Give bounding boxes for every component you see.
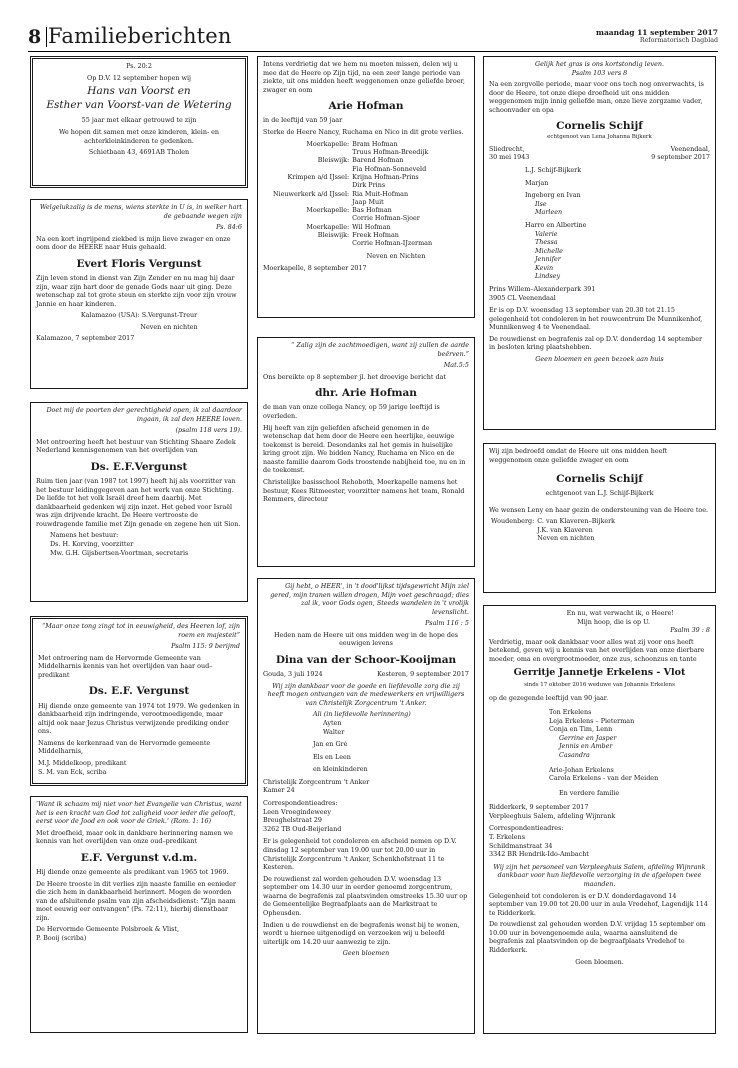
death-date: 9 september 2017: [651, 153, 710, 162]
no-flowers: Geen bloemen en geen bezoek aan huis: [535, 355, 664, 364]
address-1: Christelijk Zorgcentrum 't Anker: [263, 777, 370, 786]
intro: Op D.V. 12 september hopen wij: [86, 73, 191, 82]
family-row: [273, 223, 432, 231]
issue-date: maandag 11 september 2017: [596, 28, 718, 37]
family-row: [273, 206, 432, 214]
family-place: [273, 148, 352, 156]
intro: Ons bereikte op 8 september jl. het droevige bericht dat: [263, 372, 446, 381]
place-date: Ridderkerk, 9 september 2017: [489, 803, 589, 812]
intro: Met droefheid, maar ook in dankbare herinnering namen we kennis van het overlijden van onze oud–predikant: [36, 828, 233, 846]
family-names: Bas Hofman: [352, 206, 392, 215]
years-married: 55 jaar met elkaar getrouwd te zijn: [81, 116, 197, 125]
quote-reference: Ps. 84:6: [216, 223, 242, 232]
quote-reference: (psalm 118 vers 19).: [175, 426, 242, 435]
body-1: Er is gelegenheid tot condoleren en afscheid nemen op D.V. dinsdag 12 september van 19.00 uur tot 20.00 uur in Christelijk Zorgcentrum 't Anker, Schenkhofstraat 11 te Kesteren.: [263, 837, 457, 872]
no-flowers: Geen bloemen.: [575, 957, 624, 966]
body-2: Hij heeft van zijn geliefden afscheid genomen in de wetenschap dat hem door de Heere een heerlijke, eeuwige toekomst is bereid. Desondanks zal het gemis in huiselijke kring groot zijn. We bidden Nancy, Ruchama en Nico en de naaste familie daarom Gods troostende nabijheid toe, nu en in de toekomst.: [263, 423, 466, 475]
family-list: [273, 140, 432, 248]
family-row: [273, 140, 432, 148]
quote-reference: Psalm 39 : 8: [670, 626, 710, 635]
family-2: Ayten: [323, 719, 342, 727]
intro: Met ontroering nam de Hervormde Gemeente van Middelharnis kennis van het overlijden van haar oud–predikant: [38, 653, 213, 679]
body-1: Hij diende onze gemeente als predikant van 1965 tot 1969.: [36, 867, 229, 876]
age: in de leeftijd van 59 jaar: [263, 116, 343, 125]
birth-death: [263, 670, 469, 679]
sign-predikant: M.J. Middelkoop, predikant: [38, 759, 127, 767]
family-6: Casandra: [559, 751, 590, 760]
quote: Gelijk het gras is ons kortstondig leven.: [534, 60, 665, 68]
family-names: Bram Hofman: [352, 139, 398, 148]
intro: Intens verdrietig dat we hem nu moeten missen, delen wij u mee dat de Heere op Zijn tijd, na een zeer lange periode van ziekte, uit ons midden heeft weggenomen onze geliefde broer, zwager en oom: [263, 60, 465, 94]
intro: Met ontroering heeft het bestuur van Stichting Shaare Zedek Nederland kennisgenomen van het overlijden van: [36, 437, 236, 455]
family-place: Moerkapelle:: [306, 206, 350, 215]
family-8: Carola Erkelens - van der Meiden: [549, 774, 659, 783]
family-names: Corrie Hofman-IJzerman: [352, 239, 433, 248]
sign-intro: Namens de kerkenraad van de Hervormde gemeente Middelharnis,: [38, 738, 211, 756]
intro: Na een zorgvolle periode, maar voor ons toch nog onverwachts, is door de Heere, tot onze diepe droefheid uit ons midden weggenomen mijn innig geliefde man, onze lieve zorgzame vader, schoonvader en opa: [489, 80, 704, 114]
quote: “ Zalig zijn de zachtmoedigen, want zij zullen de aarde beërven.”: [291, 341, 469, 358]
family-1: C. van Klaveren–Bijkerk: [537, 517, 616, 526]
corr-label: Correspondentieadres:: [489, 824, 564, 833]
corr-2: Schildmanstraat 34: [489, 841, 553, 850]
sign-scriba: P. Booij (scriba): [36, 934, 87, 942]
spouse: echtgenoot van L.J. Schijf-Bijkerk: [545, 489, 654, 498]
address-2: 3905 CL Veenendaal: [489, 293, 556, 302]
family-names: Corrie Hofman-Sjoer: [352, 214, 420, 223]
deceased-name: Gerritje Jannetje Erkelens - Vlot: [513, 667, 686, 679]
family-place: [273, 198, 352, 206]
family-9: Michelle: [535, 246, 563, 255]
family-5: Marleen: [535, 208, 563, 217]
body-2: De rouwdienst en begrafenis zal op D.V. donderdag 14 september in besloten kring plaatshebben.: [489, 334, 703, 352]
header-rule: [28, 51, 718, 52]
intro: Heden nam de Heere uit ons midden weg in de hope des eeuwigen levens: [273, 630, 459, 648]
body-3: Indien u de rouwdienst en de begrafenis wenst bij te wonen, wordt u hiernee uitgenodigd en verzoeken wij u beleefd uiterlijk om 14.20 uur aanwezig te zijn.: [263, 920, 460, 946]
birth-death-dates: [489, 153, 710, 162]
family-2: Marjan: [525, 178, 549, 187]
family-row: [273, 181, 432, 189]
sign-scriba: S. M. van Eck, scriba: [38, 767, 107, 776]
death: Kesteren, 9 september 2017: [377, 670, 469, 679]
birth-death-places: [489, 145, 710, 154]
family-names: Wil Hofman: [352, 222, 391, 231]
body-1: Er is op D.V. woensdag 13 september van 20.30 tot 21.15 gelegenheid tot condoleren in het rouwcentrum De Munnikenhof, Munnikenweg 4 te Veenendaal.: [489, 306, 703, 332]
section-title: Familieberichten: [48, 24, 232, 48]
corr-label: Correspondentieadres:: [263, 799, 338, 808]
announcement-anniversary: [30, 56, 248, 188]
family-place: Bleiswijk:: [317, 156, 350, 165]
quote: “Maar onze tong zingt tot in eeuwigheid, des Heeren lof, zijn roem en majesteit”: [41, 622, 240, 639]
body-2: De rouwdienst zal worden gehouden D.V. woensdag 13 september om 14.30 uur in eerder genoemd zorgcentrum, waarna de begrafenis zal plaatsvinden omstreeks 15.30 uur op de Gemeentelijke Begraafplaats aan de Markstraat te Opheusden.: [263, 874, 468, 917]
sign-chairman: Ds. H. Korving, voorzitter: [50, 540, 134, 548]
quote: Gij hebt, o HEER', in 't dood'lijkst tijdsgewricht Mijn ziel gered, mijn tranen willen drogen, Mijn voet geschraagd; dies zal ik, voor Gods ogen, Steeds wandelen in 't vrolijk levenslicht.: [270, 582, 469, 616]
family-place: [273, 214, 352, 222]
body-2: De Heere trooste in dit verlies zijn naaste familie en eenieder die zich hem in dankbaarheid herinnert. Mogen de woorden van de afsluitende psalm van zijn afscheidsdienst: "Zijn naam moet eeuwig eer ontvangen" (Ps. 72:11), hierbij dienstbaar zijn.: [36, 879, 236, 922]
family-place: Krimpen a/d IJssel:: [287, 172, 350, 181]
death-place: Veenendaal,: [670, 144, 710, 153]
corr-1: Leen Vroegindeweey: [263, 807, 332, 816]
no-flowers: Geen bloemen: [342, 949, 390, 958]
family-9: En verdere familie: [559, 788, 620, 797]
announcement-dina-van-der-schoor: [257, 578, 475, 1034]
corr-2: Breughelstraat 29: [263, 816, 322, 825]
family-6: Harro en Albertine: [525, 220, 587, 229]
family-row: [273, 173, 432, 181]
family-7: Arie-Johan Erkelens: [549, 765, 614, 774]
family-place: [273, 165, 352, 173]
age: op de gezegende leeftijd van 90 jaar.: [489, 693, 609, 702]
verse: Ps. 20:2: [126, 62, 152, 70]
family-list: [491, 517, 615, 542]
family-2: Leja Erkelens – Pieterman: [549, 716, 635, 725]
quote-reference: Psalm 103 vers 8: [571, 68, 628, 77]
couple-name-1: Hans van Voorst en: [87, 85, 191, 98]
body-1: Gelegenheid tot condoleren is er D.V. donderdagavond 14 september van 19.00 tot 20.00 uur in aula Vredehof, Lagendijk 114 te Ridderkerk.: [489, 891, 708, 917]
page-number: 8: [28, 26, 42, 48]
deceased-name: Evert Floris Vergunst: [76, 257, 202, 270]
quote-2: Mijn hoop, die is op U.: [577, 617, 650, 626]
family-4: Jan en Gré: [313, 740, 348, 749]
family-12: Lindsey: [535, 272, 561, 281]
birth-place: Sliedrecht,: [489, 144, 525, 153]
quote-reference: Psalm 115: 9 berijmd: [171, 642, 240, 651]
quote-1: En nu, wat verwacht ik, o Heere!: [566, 609, 674, 617]
thanks: Wij zijn dankbaar voor de goede en liefdevolle zorg die zij heeft mogen ontvangen van de medewerkers en vrijwilligers van Christelijk Zorgcentrum 't Anker.: [267, 681, 465, 707]
family-6: en kleinkinderen: [313, 765, 368, 774]
family-1: L.J. Schijf-Bijkerk: [525, 166, 582, 175]
quote-reference: Mat.5:5: [443, 361, 469, 370]
family-row: [273, 156, 432, 164]
birth-date: 30 mei 1943: [489, 153, 530, 162]
family-place: Moerkapelle:: [306, 222, 350, 231]
family-place: [273, 181, 352, 189]
family: Kalamazoo (USA): S.Vergunst-Treur: [80, 311, 198, 320]
family-row: [273, 231, 432, 239]
announcement-shaare-zedek: [30, 402, 248, 602]
announcement-rehoboth: [257, 337, 475, 567]
hope-text: We hopen dit samen met onze kinderen, klein- en achterkleinkinderen te gedenken.: [58, 128, 220, 145]
place-date: Kalamazoo, 7 september 2017: [36, 334, 135, 343]
deceased-name: E.F. Vergunst v.d.m.: [80, 851, 198, 864]
couple-name-2: Esther van Voorst-van de Wetering: [46, 98, 232, 111]
family-3: Neven en nichten: [537, 534, 595, 543]
sign-church: De Hervormde Gemeente Polsbroek & Vlist,: [36, 925, 180, 934]
family-place: Nieuwerkerk a/d IJssel:: [273, 189, 350, 198]
family-row: [273, 239, 432, 247]
nephews: Neven en Nichten: [366, 251, 426, 260]
family-names: Krijna Hofman-Prins: [352, 172, 419, 181]
family-row: [273, 165, 432, 173]
home: Verpleeghuis Salem, afdeling Wijnrank: [489, 811, 616, 820]
family-1: Ton Erkelens: [549, 708, 592, 717]
body-3: Christelijke basisschool Rehoboth, Moerkapelle namens het bestuur, Kees Ritmeester, voorzitter namens het team, Ronald Remmers, directeur: [263, 478, 465, 504]
announcement-erkelens-vlot: [483, 605, 716, 1034]
family-place: [273, 239, 352, 247]
family-row: [273, 198, 432, 206]
announcement-cornelis-schijf-woudenberg: [483, 443, 716, 593]
sign-intro: Namens het bestuur:: [50, 531, 119, 540]
deceased-name: Cornelis Schijf: [556, 120, 643, 133]
body: Ruim tien jaar (van 1987 tot 1997) heeft hij als voorzitter van het bestuur leidinggegeven aan het werk van onze Stichting. De liefde tot het volk Israël dreef hem daarbij. Met dankbaarheid gedenken wij zijn inzet. Het gebed voor Israël was zijn drijvende kracht. De Heere vertrooste de rouwdragende familie met Zijn genade en zegene hen uit Sion.: [36, 476, 241, 528]
announcement-polsbroek: [30, 796, 248, 1033]
family-names: Ria Muit-Hofman: [352, 189, 409, 198]
body: Zijn leven stond in dienst van Zijn Zender en nu mag hij daar zijn, waar zijn hart door de genade Gods naar uit ging. Deze wetenschap zal tot grote steun en sterkte zijn voor zijn vrouw Jannie en haar kinderen.: [36, 273, 237, 308]
corr-1: T. Erkelens: [489, 833, 525, 842]
intro: Verdrietig, maar ook dankbaar voor alles wat zij voor ons heeft betekend, geven wij u kennis van het overlijden van onze dierbare moeder, oma en overgrootmoeder, onze zus, schoonzus en tante: [489, 637, 705, 663]
family-1: Ali (in liefdevolle herinnering): [313, 710, 411, 719]
family-names: Barend Hofman: [352, 156, 404, 165]
address-1: Prins Willem–Alexanderpark 391: [489, 284, 596, 293]
body-2: De rouwdienst zal gehouden worden D.V. vrijdag 15 september om 10.00 uur in bovengenoemde aula, waarna aansluitend de begrafenis zal plaatsvinden op de begraafplaats Vredehof te Ridderkerk.: [489, 920, 706, 954]
family-7: Valerie: [535, 229, 558, 238]
family-names: Freek Hofman: [352, 231, 399, 240]
family-11: Kevin: [535, 263, 554, 272]
family-5: Jennis en Amber: [559, 742, 613, 751]
family-place: Woudenberg:: [491, 517, 535, 526]
announcement-cornelis-schijf-family: [483, 56, 716, 430]
family-names: Jaap Muit: [352, 197, 384, 206]
announcement-arie-hofman-family: [257, 56, 475, 318]
sign-secretary: Mw. G.H. Gijsbertsen-Voortman, secretaris: [50, 548, 189, 557]
family-names: Truus Hofman-Breedijk: [352, 147, 429, 156]
quote-reference: (Rom. 1: 16): [170, 817, 212, 826]
family-4: Gerrine en Jasper: [559, 733, 617, 742]
deceased-name: Ds. E.F. Vergunst: [88, 685, 190, 698]
quote-reference: Psalm 116 : 5: [425, 619, 469, 628]
quote: Welgelukzalig is de mens, wiens sterkte in U is, in welker hart de gebaande wegen zijn: [39, 203, 242, 220]
widow: sinds 17 oktober 2016 weduwe van Johannis Erkelens: [524, 682, 675, 689]
family-5: Els en Leen: [313, 752, 351, 761]
deceased-name: dhr. Arie Hofman: [315, 387, 417, 400]
deceased-name: Cornelis Schijf: [556, 473, 643, 486]
intro: Na een kort ingrijpend ziekbed is mijn lieve zwager en onze oom door de HEERE naar Huis gehaald.: [36, 234, 231, 252]
header-divider: [46, 27, 47, 47]
sibling-wish: Sterke de Heere Nancy, Ruchama en Nico in dit grote verlies.: [263, 127, 464, 136]
corr-3: 3342 BR Hendrik-Ido-Ambacht: [489, 850, 589, 859]
intro: Wij zijn bedroefd omdat de Heere uit ons midden heeft weggenomen onze geliefde zwager en oom: [489, 447, 668, 464]
deceased-name: Ds. E.F.Vergunst: [90, 460, 188, 473]
family-place: Moerkapelle:: [306, 139, 350, 148]
family-8: Thessa: [535, 238, 558, 247]
body: Hij diende onze gemeente van 1974 tot 1979. We gedenken in dankbaarheid zijn indringende, verootmoedigende, maar altijd ook naar Jezus Christus verwijzende prediking onder ons.: [38, 701, 240, 736]
family-2: J.K. van Klaveren: [537, 525, 593, 534]
family-10: Jennifer: [535, 255, 561, 264]
family-row: [273, 214, 432, 222]
quote: ‘Want ik schaam mij niet voor het Evangelie van Christus, want het is een kracht van God tot zaligheid voor ieder die gelooft, eerst voor de Jood en ook voor de Griek.’ (Rom. 1: 16): [36, 800, 242, 826]
family-row: [273, 148, 432, 156]
birth: Gouda, 3 juli 1924: [263, 670, 323, 679]
body-1: de man van onze collega Nancy, op 59 jarige leeftijd is overleden.: [263, 403, 440, 420]
deceased-name: Dina van der Schoor-Kooijman: [275, 654, 457, 667]
spouse: echtgenoot van Lena Johanna Bijkerk: [547, 133, 652, 140]
corr-3: 3262 TB Oud-Beijerland: [263, 824, 342, 833]
family-place: Bleiswijk:: [317, 231, 350, 240]
family-3: Ingeborg en Ivan: [525, 191, 581, 200]
wish: We wensen Leny en haar gezin de ondersteuning van de Heere toe.: [489, 505, 709, 514]
family-names: Fia Hofman-Sonneveld: [352, 164, 427, 173]
announcement-middelharnis: [30, 616, 248, 786]
family-3: Conja en Tim, Lenn: [549, 725, 613, 734]
family-row: [273, 190, 432, 198]
deceased-name: Arie Hofman: [328, 100, 404, 113]
announcement-evert-vergunst: [30, 199, 248, 389]
thanks: Wij zijn het personeel van Verpleeghuis Salem, afdeling Wijnrank dankbaar voor hun liefdevolle verzorging in de afgelopen twee maanden.: [493, 862, 706, 888]
address-2: Kamer 24: [263, 786, 295, 795]
family-extra: Neven en nichten: [140, 322, 198, 331]
quote: Doet mij de poorten der gerechtigheid open, ik zal daardoor ingaan, ik zal den HEERE loven.: [46, 406, 242, 423]
family-3: Walter: [323, 727, 345, 736]
address: Schietbaan 43, 4691AB Tholen: [88, 148, 190, 157]
place-date: Moerkapelle, 8 september 2017: [263, 264, 367, 273]
family-4: Ilse: [535, 199, 547, 208]
paper-name: Reformatorisch Dagblad: [639, 37, 718, 44]
family-names: Dirk Prins: [352, 181, 386, 190]
